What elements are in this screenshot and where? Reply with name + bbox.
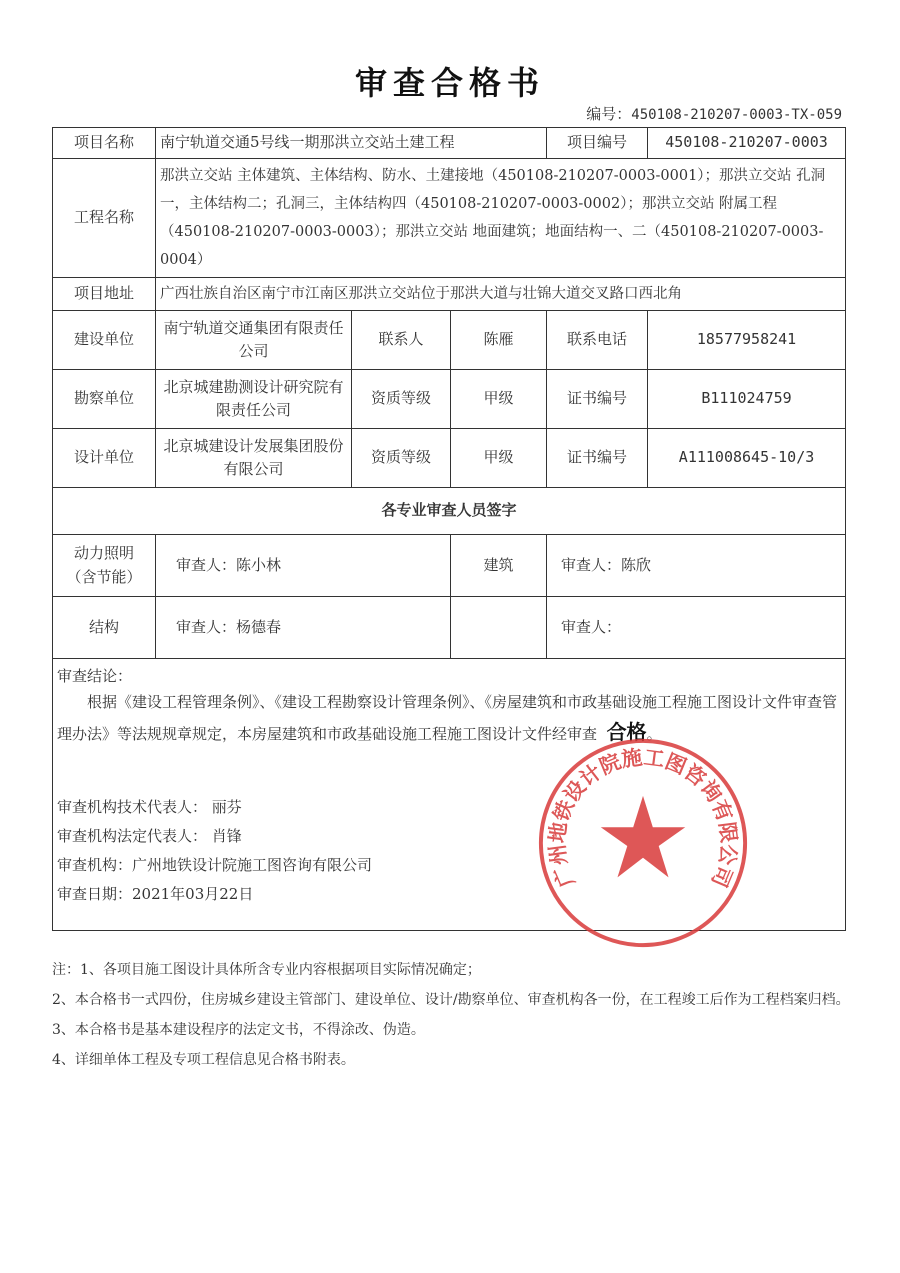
design-grade-label: 资质等级: [352, 429, 451, 488]
document-title: 审查合格书: [354, 64, 545, 102]
structure-reviewer: 审查人：杨德春: [156, 597, 451, 659]
project-code: 450108-210207-0003: [648, 128, 846, 159]
empty-discipline-cell: [451, 597, 547, 659]
project-code-label: 项目编号: [547, 128, 648, 159]
legal-representative: 审查机构法定代表人： 肖锋: [57, 827, 242, 845]
conclusion-cell: [53, 659, 846, 931]
survey-unit: 北京城建勘测设计研究院有限责任公司: [156, 370, 352, 429]
project-address: 广西壮族自治区南宁市江南区那洪立交站位于那洪大道与壮锦大道交叉路口西北角: [156, 278, 846, 311]
conclusion-result-suffix: 。: [646, 725, 662, 743]
design-cert-number: A111008645-10/3: [648, 429, 846, 488]
power-lighting-label-line1: 动力照明: [73, 544, 134, 563]
document-number-value: 450108-210207-0003-TX-059: [631, 107, 842, 123]
survey-cert-number: B111024759: [648, 370, 846, 429]
survey-grade-label: 资质等级: [352, 370, 451, 429]
builder-label: 建设单位: [53, 311, 156, 370]
document-number: [586, 103, 842, 124]
design-unit: 北京城建设计发展集团股份有限公司: [156, 429, 352, 488]
architecture-reviewer: 审查人：陈欣: [547, 535, 846, 597]
seal-text-path: 广州地铁设计院施工图咨询有限公司: [544, 745, 742, 891]
empty-reviewer: 审查人：: [547, 597, 846, 659]
note-item: 2、本合格书一式四份，住房城乡建设主管部门、建设单位、设计/勘察单位、审查机构各一份，在工程竣工后作为工程档案归档。: [52, 992, 850, 1008]
survey-grade: 甲级: [451, 370, 547, 429]
footnotes: [52, 955, 852, 1075]
survey-cert-label: 证书编号: [547, 370, 648, 429]
design-grade: 甲级: [451, 429, 547, 488]
contact-phone: 18577958241: [648, 311, 846, 370]
project-name: 南宁轨道交通5号线一期那洪立交站土建工程: [156, 128, 547, 159]
note-item: 3、本合格书是基本建设程序的法定文书，不得涂改、伪造。: [52, 1022, 425, 1038]
tech-representative: 审查机构技术代表人： 丽芬: [57, 798, 242, 816]
builder-unit: 南宁轨道交通集团有限责任公司: [156, 311, 352, 370]
architecture-label: 建筑: [451, 535, 547, 597]
design-label: 设计单位: [53, 429, 156, 488]
power-lighting-label: [53, 535, 156, 597]
conclusion-text: [57, 687, 839, 749]
address-label: 项目地址: [53, 278, 156, 311]
contact-person: 陈雁: [451, 311, 547, 370]
note-item: 注：1、各项目施工图设计具体所含专业内容根据项目实际情况确定；: [52, 962, 481, 978]
survey-label: 勘察单位: [53, 370, 156, 429]
conclusion-label: 审查结论：: [57, 667, 133, 685]
review-agency: 审查机构：广州地铁设计院施工图咨询有限公司: [57, 856, 373, 874]
power-lighting-reviewer: 审查人：陈小林: [156, 535, 451, 597]
document-number-label: 编号：: [586, 105, 632, 123]
power-lighting-label-line2: （含节能）: [66, 567, 142, 586]
contact-label: 联系人: [352, 311, 451, 370]
conclusion-result: 合格: [606, 720, 647, 744]
review-date: 审查日期：2021年03月22日: [57, 885, 254, 903]
works-name-label: 工程名称: [53, 159, 156, 278]
works-name: 那洪立交站 主体建筑、主体结构、防水、土建接地（450108-210207-0003-0001）；那洪立交站 孔洞一，主体结构二；孔洞三，主体结构四（450108-210207-0003-0002）；那洪立交站 附属工程（450108-210207-0003-0003）；那洪立交站 地面建筑；地面结构一、二（450108-210207-0003-0004）: [156, 159, 846, 278]
phone-label: 联系电话: [547, 311, 648, 370]
project-name-label: 项目名称: [53, 128, 156, 159]
certificate-table: [52, 127, 846, 931]
conclusion-body: 根据《建设工程管理条例》、《建设工程勘察设计管理条例》、《房屋建筑和市政基础设施工程施工图设计文件审查管理办法》等法规规章规定，本房屋建筑和市政基础设施工程施工图设计文件经审查: [57, 693, 838, 743]
design-cert-label: 证书编号: [547, 429, 648, 488]
structure-label: 结构: [53, 597, 156, 659]
note-item: 4、详细单体工程及专项工程信息见合格书附表。: [52, 1052, 355, 1068]
reviewers-section-title: 各专业审查人员签字: [53, 488, 846, 535]
